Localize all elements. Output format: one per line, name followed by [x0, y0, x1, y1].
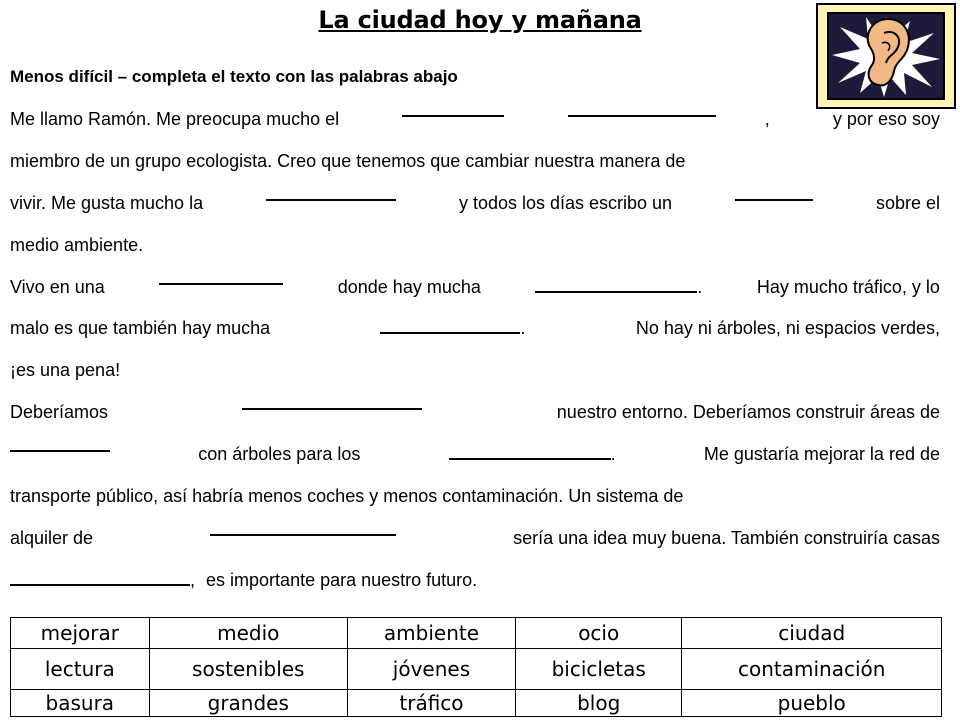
answer-blank-5[interactable] — [159, 267, 283, 285]
text-line: medio ambiente. — [10, 234, 144, 255]
word-bank-cell: blog — [516, 690, 682, 717]
instructions: Menos difícil – completa el texto con las palabras abajo — [10, 67, 458, 86]
answer-blank-11[interactable] — [210, 518, 396, 536]
word-bank-row — [11, 690, 942, 717]
answer-blank-4[interactable] — [735, 183, 813, 201]
text-line: Deberíamos nuestro entorno. Deberíamos construir áreas de — [10, 392, 940, 434]
word-bank-cell: tráfico — [347, 690, 515, 717]
text-line: vivir. Me gusta mucho la y todos los días escribo un sobre el — [10, 183, 940, 225]
answer-blank-3[interactable] — [266, 183, 396, 201]
text-line: malo es que también hay mucha . No hay ni árboles, ni espacios verdes, — [10, 318, 940, 339]
answer-blank-8[interactable] — [242, 392, 422, 410]
word-bank-cell: pueblo — [682, 690, 942, 717]
word-bank-cell: ciudad — [682, 618, 942, 649]
word-bank-cell: ambiente — [347, 618, 515, 649]
answer-blank-9[interactable] — [10, 434, 110, 452]
answer-blank-12[interactable] — [10, 568, 190, 586]
word-bank-cell: ocio — [516, 618, 682, 649]
answer-blank-6[interactable] — [535, 275, 697, 293]
answer-blank-7[interactable] — [380, 316, 520, 334]
text-line: transporte público, así habría menos coches y menos contaminación. Un sistema de — [10, 486, 684, 507]
text-line: con árboles para los . Me gustaría mejorar la red de — [10, 434, 940, 476]
word-bank-cell: jóvenes — [347, 649, 515, 690]
ear-icon — [816, 3, 956, 109]
word-bank-cell: medio — [149, 618, 347, 649]
answer-blank-10[interactable] — [449, 442, 611, 460]
word-bank-row — [11, 649, 942, 690]
text-line: Vivo en una donde hay mucha . Hay mucho tráfico, y lo — [10, 267, 940, 309]
word-bank-row — [11, 618, 942, 649]
answer-blank-2[interactable] — [568, 99, 716, 117]
text-line: miembro de un grupo ecologista. Creo que tenemos que cambiar nuestra manera de — [10, 150, 686, 171]
word-bank-cell: grandes — [149, 690, 347, 717]
word-bank-cell: sostenibles — [149, 649, 347, 690]
fill-in-text — [10, 99, 940, 602]
text-line: Me llamo Ramón. Me preocupa mucho el , y por eso soy — [10, 99, 940, 141]
word-bank-cell: contaminación — [682, 649, 942, 690]
word-bank-cell: bicicletas — [516, 649, 682, 690]
answer-blank-1[interactable] — [402, 99, 504, 117]
word-bank-cell: lectura — [11, 649, 150, 690]
word-bank-cell: basura — [11, 690, 150, 717]
page-title: La ciudad hoy y mañana — [318, 6, 642, 34]
word-bank-table — [10, 617, 942, 717]
text-line: , es importante para nuestro futuro. — [10, 560, 940, 602]
word-bank-cell: mejorar — [11, 618, 150, 649]
text-line: alquiler de sería una idea muy buena. También construiría casas — [10, 518, 940, 560]
text-line: ¡es una pena! — [10, 360, 121, 381]
